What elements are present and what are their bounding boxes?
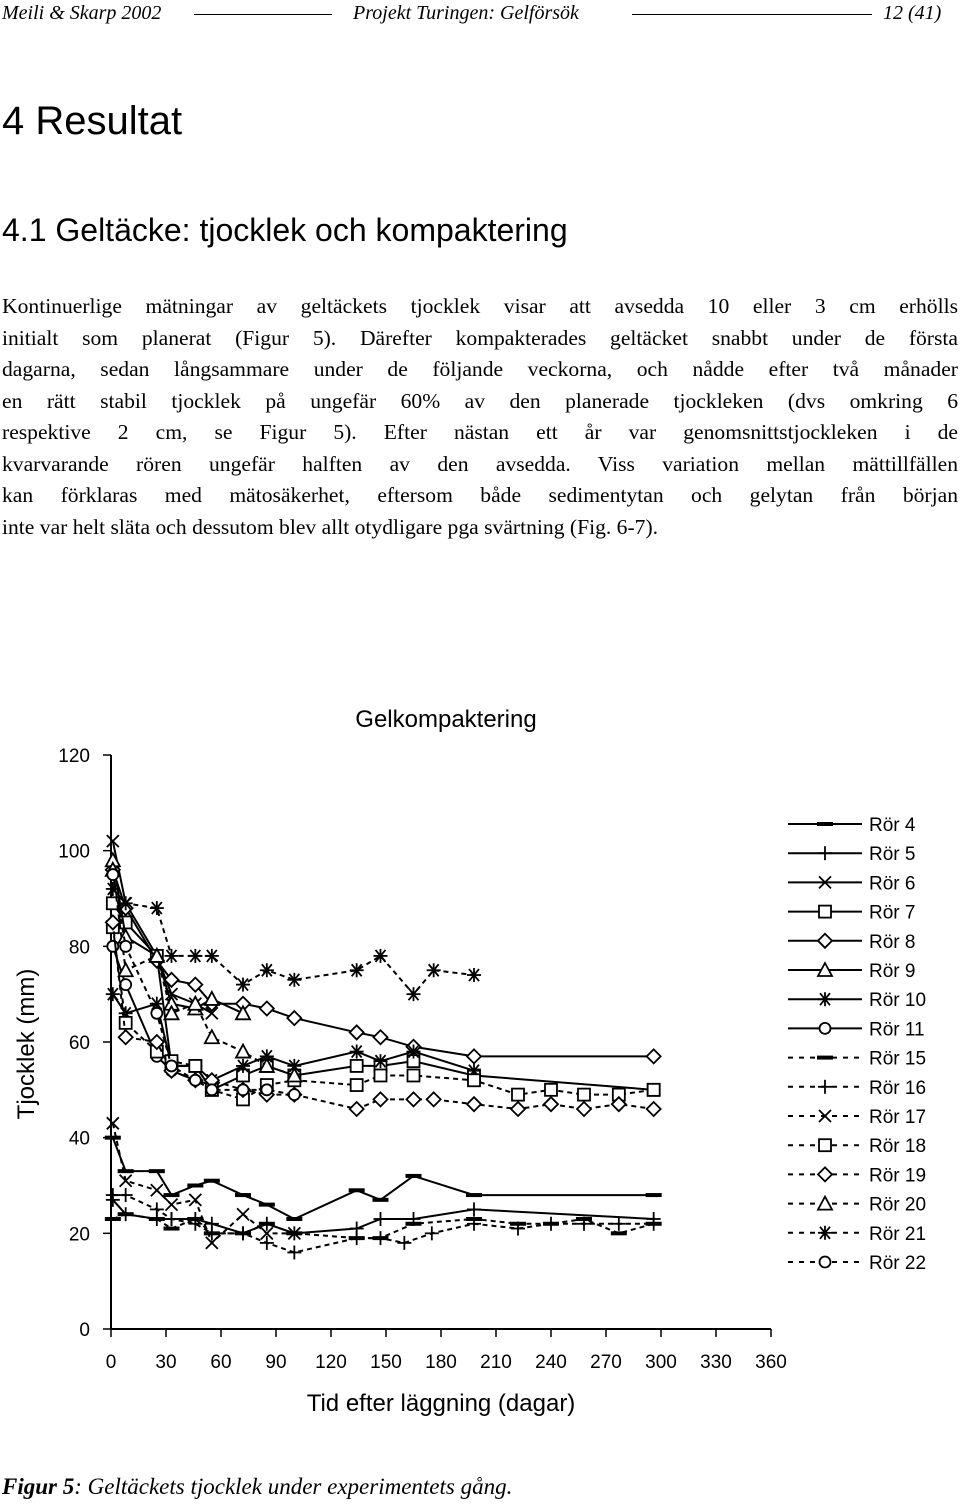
data-point — [149, 1217, 165, 1221]
header-rule-left — [194, 14, 332, 15]
data-point — [237, 1208, 249, 1220]
y-axis-label: Tjocklek (mm) — [13, 968, 40, 1120]
series-path — [113, 1138, 654, 1219]
data-point — [647, 1102, 661, 1116]
legend-marker — [817, 822, 833, 826]
chart-series-line — [106, 863, 661, 1064]
data-point — [105, 1136, 121, 1140]
data-point — [236, 1045, 250, 1058]
data-point — [467, 1097, 481, 1111]
legend-label: Rör 7 — [869, 902, 916, 924]
legend-entry — [788, 1253, 926, 1274]
x-tick-label: 300 — [645, 1352, 677, 1373]
legend-marker — [818, 992, 832, 1006]
data-point — [545, 1084, 557, 1096]
paragraph-line: inte var helt släta och dessutom blev allt otydligare pga svärtning (Fig. 6-7). — [2, 514, 659, 539]
data-point — [189, 1194, 201, 1206]
x-axis-label: Tid efter läggning (dagar) — [306, 1390, 576, 1417]
data-point — [151, 1184, 163, 1196]
legend-marker — [820, 1023, 831, 1034]
data-point — [351, 1060, 363, 1072]
data-point — [105, 1217, 121, 1221]
legend-entry — [788, 815, 916, 836]
data-point — [374, 949, 388, 963]
data-point — [612, 1217, 626, 1231]
data-point — [287, 1245, 301, 1259]
legend-entry — [788, 961, 915, 982]
legend-label: Rör 11 — [869, 1019, 925, 1041]
data-point — [351, 1079, 363, 1091]
legend-entry — [788, 1224, 926, 1245]
data-point — [578, 1089, 590, 1101]
data-point — [647, 1049, 661, 1063]
legend-entry — [788, 1195, 926, 1216]
x-tick-label: 210 — [480, 1352, 512, 1373]
header-rule-right — [632, 14, 872, 15]
data-point — [407, 1092, 421, 1106]
data-point — [287, 1011, 301, 1025]
legend-entry — [788, 903, 915, 924]
data-point — [407, 987, 421, 1001]
data-point — [648, 1084, 660, 1096]
legend-marker — [819, 906, 831, 918]
data-point — [187, 1184, 203, 1188]
legend-label: Rör 22 — [869, 1253, 927, 1274]
data-point — [206, 1084, 217, 1095]
chart-series-line — [106, 915, 661, 1116]
y-tick-label: 20 — [68, 1224, 90, 1246]
legend-marker — [818, 1167, 832, 1181]
data-point — [374, 1030, 388, 1044]
data-point — [119, 1030, 133, 1044]
data-point — [151, 1008, 162, 1019]
data-point — [120, 1017, 132, 1029]
legend-marker — [818, 934, 832, 948]
data-point — [374, 1054, 388, 1068]
data-point — [260, 963, 274, 977]
header-project: Projekt Turingen: Gelförsök — [353, 2, 579, 24]
data-point — [350, 1231, 364, 1245]
legend-entry — [788, 1019, 925, 1040]
data-point — [106, 882, 120, 896]
legend-marker — [818, 846, 832, 860]
data-point — [373, 1198, 389, 1202]
subsection-title: 4.1 Geltäcke: tjocklek och kompaktering — [2, 212, 568, 248]
data-point — [466, 1193, 482, 1197]
data-point — [374, 1212, 388, 1226]
legend-marker — [818, 1197, 832, 1210]
legend-marker — [818, 1080, 832, 1094]
x-tick-label: 180 — [425, 1352, 457, 1373]
data-point — [236, 1006, 250, 1019]
data-point — [350, 963, 364, 977]
x-tick-label: 330 — [700, 1352, 732, 1373]
running-header — [0, 0, 960, 30]
data-point — [260, 1002, 274, 1016]
y-tick-label: 40 — [68, 1128, 90, 1150]
legend-marker — [820, 1257, 831, 1268]
legend-label: Rör 21 — [869, 1223, 927, 1245]
data-point — [236, 1226, 250, 1240]
data-point — [375, 1069, 387, 1081]
x-tick-label: 270 — [590, 1352, 622, 1373]
legend-label: Rör 18 — [869, 1136, 927, 1158]
paragraph-line: kan förklaras med mätosäkerhet, eftersom både sedimentytan och gelytan från början — [2, 483, 958, 507]
data-point — [374, 1231, 388, 1245]
header-authors: Meili & Skarp 2002 — [2, 2, 162, 24]
data-point — [350, 1102, 364, 1116]
chart-legend — [788, 815, 926, 1274]
caption-text: : Geltäckets tjocklek under experimentets gång. — [74, 1474, 513, 1499]
legend-entry — [788, 1107, 926, 1128]
paragraph-line: en rätt stabil tjocklek på ungefär 60% av den planerade tjockleken (dvs omkring 6 — [2, 388, 958, 413]
data-point — [164, 1193, 180, 1197]
x-tick-label: 120 — [315, 1352, 347, 1373]
data-point — [286, 1217, 302, 1221]
legend-marker — [817, 1056, 833, 1060]
data-point — [118, 1212, 134, 1216]
data-point — [406, 1222, 422, 1226]
data-point — [467, 1202, 481, 1216]
legend-label: Rör 17 — [869, 1107, 927, 1128]
data-point — [427, 1092, 441, 1106]
data-point — [189, 1060, 201, 1072]
x-tick-label: 0 — [105, 1352, 117, 1373]
data-point — [374, 1092, 388, 1106]
legend-marker — [819, 1110, 831, 1122]
data-point — [235, 1193, 251, 1197]
data-point — [204, 1179, 220, 1183]
series-path — [113, 1200, 654, 1233]
x-tick-label: 150 — [370, 1352, 402, 1373]
legend-entry — [788, 1049, 926, 1070]
figure-caption — [2, 1474, 512, 1500]
data-point — [397, 1236, 411, 1250]
data-point — [259, 1203, 275, 1207]
legend-label: Rör 16 — [869, 1077, 927, 1099]
data-point — [350, 1045, 364, 1059]
data-point — [259, 1222, 275, 1226]
legend-entry — [788, 873, 915, 894]
legend-marker — [818, 1226, 832, 1240]
x-tick-label: 360 — [755, 1352, 787, 1373]
data-point — [349, 1188, 365, 1192]
data-point — [165, 949, 179, 963]
chart-title: Gelkompaktering — [355, 706, 537, 733]
data-point — [236, 978, 250, 992]
x-tick-label: 90 — [265, 1352, 287, 1373]
data-point — [611, 1231, 627, 1235]
data-point — [119, 896, 133, 910]
paragraph-line: respektive 2 cm, se Figur 5). Efter nästan ett år var genomsnittstjockleken i de — [2, 420, 958, 444]
legend-entry — [788, 1136, 926, 1157]
data-point — [164, 1227, 180, 1231]
body-paragraph — [2, 291, 958, 543]
data-point — [205, 1030, 219, 1043]
paragraph-line: Kontinuerlige mätningar av geltäckets tjocklek visar att avsedda 10 eller 3 cm erhölls — [2, 294, 958, 318]
legend-marker — [819, 1139, 831, 1151]
paragraph-line: dagarna, sedan långsammare under de följande veckorna, och nådde efter två månader — [2, 357, 958, 381]
x-tick-label: 30 — [155, 1352, 177, 1373]
data-point — [544, 1217, 558, 1231]
data-point — [511, 1102, 525, 1116]
data-point — [289, 1089, 300, 1100]
data-point — [236, 1059, 250, 1073]
data-point — [205, 949, 219, 963]
chart-series — [105, 835, 662, 1259]
data-point — [119, 1188, 133, 1202]
legend-entry — [788, 1165, 926, 1186]
data-point — [407, 1045, 421, 1059]
data-point — [406, 1174, 422, 1178]
header-page-number: 12 (41) — [883, 2, 942, 24]
legend-label: Rör 20 — [869, 1194, 927, 1216]
legend-label: Rör 5 — [869, 844, 916, 866]
chart-series-line — [106, 853, 250, 1019]
data-point — [467, 1049, 481, 1063]
data-point — [425, 1226, 439, 1240]
data-point — [468, 1074, 480, 1086]
paragraph-line: initialt som planerat (Figur 5). Därefter kompakterades geltäcket snabbt under de första — [2, 325, 958, 350]
data-point — [107, 869, 118, 880]
data-point — [261, 1084, 272, 1095]
data-point — [150, 1202, 164, 1216]
data-point — [646, 1193, 662, 1197]
legend-entry — [788, 932, 915, 953]
data-point — [238, 1084, 249, 1095]
legend-entry — [788, 844, 915, 865]
data-point — [166, 1060, 177, 1071]
series-path — [113, 860, 243, 1013]
legend-entry — [788, 990, 926, 1011]
series-path — [113, 870, 654, 1057]
y-tick-label: 100 — [58, 841, 90, 863]
data-point — [165, 1212, 179, 1226]
legend-label: Rör 9 — [869, 961, 916, 982]
y-tick-label: 0 — [79, 1320, 90, 1341]
paragraph-line: kvarvarande rören ungefär halften av den avsedda. Viss variation mellan mättillfällen — [2, 451, 958, 476]
legend-label: Rör 10 — [869, 990, 927, 1012]
legend-label: Rör 15 — [869, 1048, 927, 1070]
data-point — [467, 968, 481, 982]
data-point — [120, 941, 131, 952]
data-point — [190, 1075, 201, 1086]
chart-series-line — [105, 1212, 662, 1240]
data-point — [149, 1169, 165, 1173]
data-point — [287, 973, 301, 987]
x-tick-label: 240 — [535, 1352, 567, 1373]
legend-label: Rör 19 — [869, 1165, 927, 1187]
y-tick-label: 120 — [58, 746, 90, 767]
data-point — [512, 1089, 524, 1101]
legend-label: Rör 8 — [869, 931, 916, 953]
y-tick-label: 60 — [68, 1033, 90, 1054]
data-point — [408, 1069, 420, 1081]
data-point — [427, 963, 441, 977]
y-tick-label: 80 — [68, 937, 90, 959]
data-point — [150, 901, 164, 915]
data-point — [120, 979, 131, 990]
legend-entry — [788, 1078, 926, 1099]
data-point — [350, 1025, 364, 1039]
chart-series-line — [106, 882, 481, 1001]
data-point — [166, 1199, 178, 1211]
data-point — [188, 949, 202, 963]
legend-label: Rör 4 — [869, 815, 916, 836]
data-point — [577, 1102, 591, 1116]
x-tick-label: 60 — [210, 1352, 232, 1373]
data-point — [118, 1169, 134, 1173]
caption-label: Figur 5 — [2, 1474, 75, 1499]
data-point — [106, 987, 120, 1001]
data-point — [544, 1097, 558, 1111]
chart-series-line — [105, 1136, 662, 1221]
legend-label: Rör 6 — [869, 873, 916, 895]
section-title: 4 Resultat — [2, 99, 183, 143]
thickness-chart — [0, 690, 960, 1430]
